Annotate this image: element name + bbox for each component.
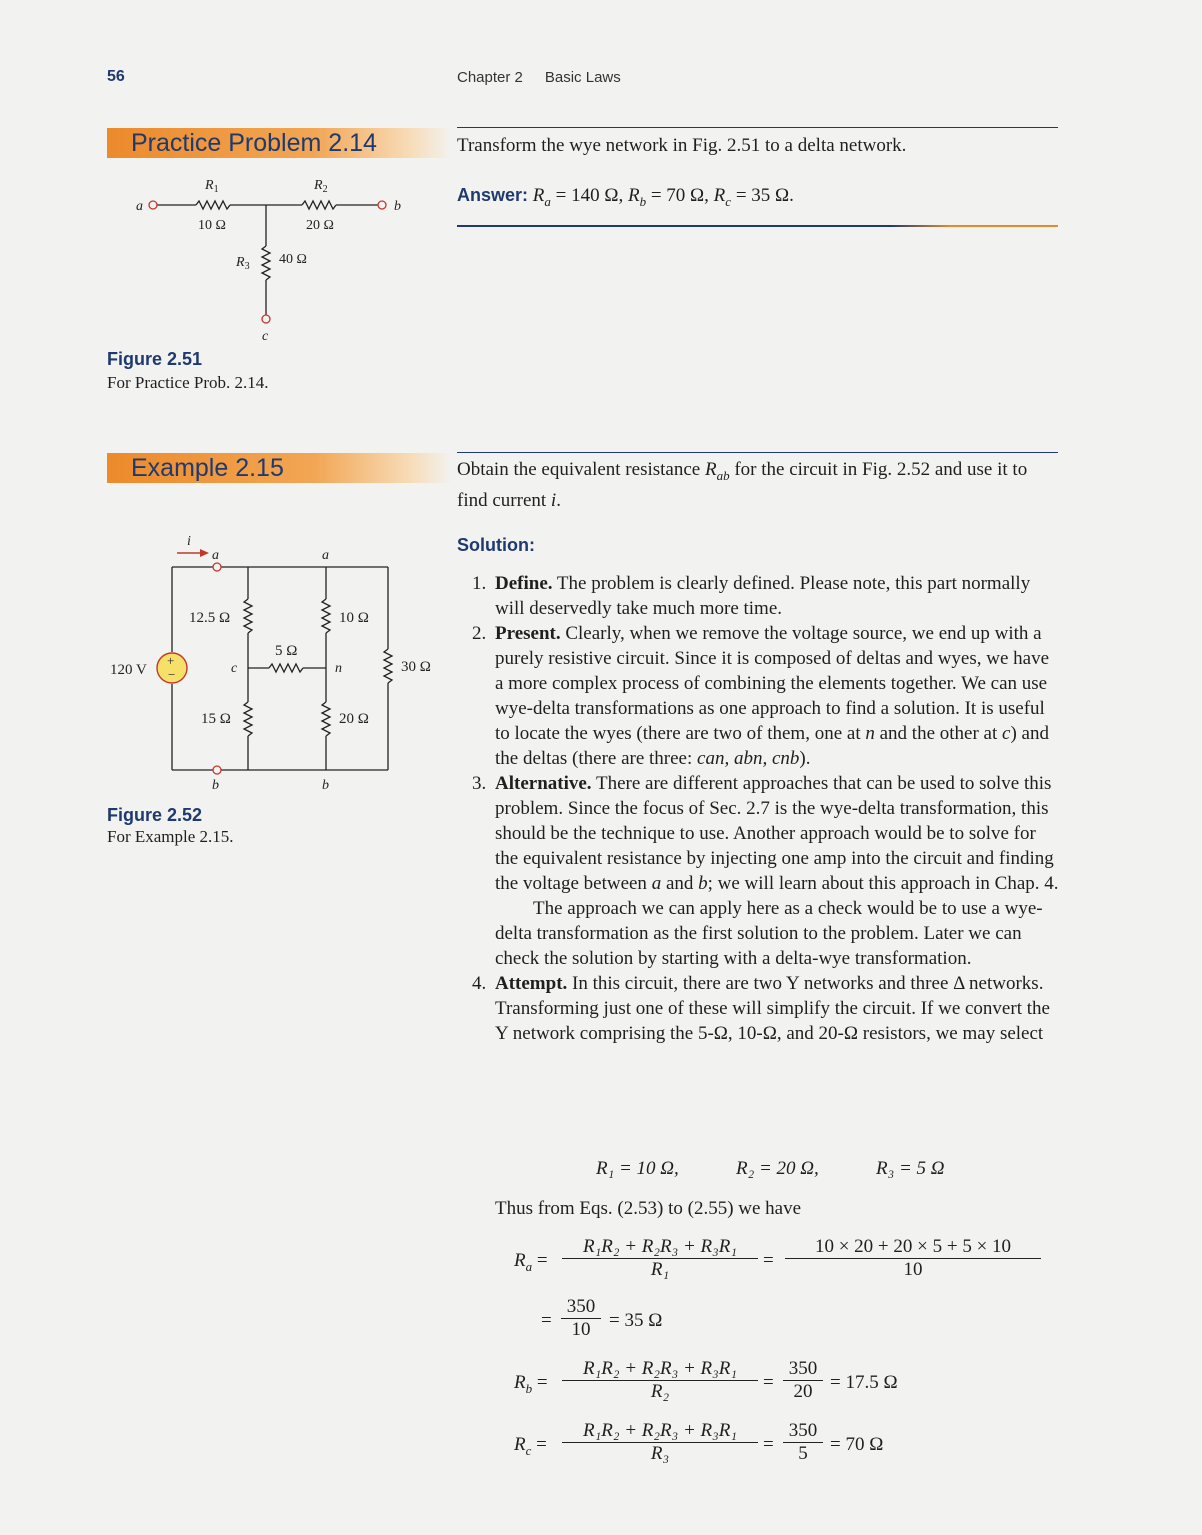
figure-2-52-circuit xyxy=(105,532,450,797)
node-b-right: b xyxy=(322,778,329,793)
step-define: 1. Define. The problem is clearly defined. Please note, this part normally will deservedly take much more time. xyxy=(472,573,1031,619)
current-label: i xyxy=(187,534,191,549)
r30-resistor xyxy=(384,649,392,683)
answer-rb: 70 Ω xyxy=(666,185,705,206)
rc-fraction-symbolic: R₁R₂ + R₂R₃ + R₃R₁ R₃ xyxy=(562,1420,758,1465)
example-statement: Obtain the equivalent resistance $R_{ab}$ for the circuit in Fig. 2.52 and use it to find current i. xyxy=(457,459,1028,511)
ra-fraction-symbolic: R₁R₂ + R₂R₃ + R₃R₁ R₁ xyxy=(562,1236,758,1281)
ra-equals-2: = xyxy=(763,1250,774,1271)
r1-label: $R_1$ xyxy=(205,178,219,195)
ra-fraction-numeric: 10 × 20 + 20 × 5 + 5 × 10 10 xyxy=(785,1236,1041,1281)
node-n: n xyxy=(335,661,342,676)
answer-label: Answer: xyxy=(457,185,529,205)
r10-resistor xyxy=(322,599,330,633)
node-c: c xyxy=(231,661,238,676)
rb-equals-2: = xyxy=(763,1372,774,1393)
example-banner: Example 2.15 xyxy=(107,453,452,483)
top-rule xyxy=(457,127,1058,128)
ra-result: = 35 Ω xyxy=(609,1310,663,1331)
r30-label: 30 Ω xyxy=(401,659,431,675)
node-c: c xyxy=(262,329,269,344)
r5-label: 5 Ω xyxy=(275,643,298,659)
select-r1: R₁ = 10 Ω, xyxy=(596,1158,679,1179)
r2-resistor xyxy=(302,201,336,209)
terminal-c xyxy=(262,315,270,323)
section-label: Basic Laws xyxy=(544,69,621,86)
chapter-label: Chapter 2 xyxy=(457,69,523,86)
alternative-paragraph: The approach we can apply here as a check would be to use a wye-delta transformation as the first solution to the problem. Later we can check the solution by starting with a delta-wye transformation. xyxy=(495,898,1043,969)
figure-2-52-caption: For Example 2.15. xyxy=(107,827,234,846)
terminal-a xyxy=(149,201,157,209)
figure-2-52-title: Figure 2.52 xyxy=(107,805,203,825)
rc-equals-2: = xyxy=(763,1434,774,1455)
rc-result: = 70 Ω xyxy=(830,1434,884,1455)
node-a-left: a xyxy=(212,548,219,563)
practice-banner: Practice Problem 2.14 xyxy=(107,128,452,158)
r1-value: 10 Ω xyxy=(198,218,226,233)
r2-value: 20 Ω xyxy=(306,218,334,233)
rb-result: = 17.5 Ω xyxy=(830,1372,898,1393)
select-r2: R₂ = 20 Ω, xyxy=(736,1158,819,1179)
terminal-b xyxy=(378,201,386,209)
r125-label: 12.5 Ω xyxy=(189,610,231,626)
r3-resistor xyxy=(262,246,270,280)
node-a-right: a xyxy=(322,548,329,563)
r125-resistor xyxy=(244,599,252,633)
thus-text: Thus from Eqs. (2.53) to (2.55) we have xyxy=(495,1198,802,1219)
rc-fraction-numeric: 350 5 xyxy=(783,1420,823,1465)
answer-rc: 35 Ω xyxy=(751,185,790,206)
ra-fraction-350: 350 10 xyxy=(561,1296,601,1341)
example-top-rule xyxy=(457,452,1058,453)
r3-value: 40 Ω xyxy=(279,252,307,267)
figure-2-51-title: Figure 2.51 xyxy=(107,349,203,369)
r15-label: 15 Ω xyxy=(201,711,231,727)
ra-lhs: $R_a$ = xyxy=(514,1250,548,1274)
select-r3: R₃ = 5 Ω xyxy=(876,1158,945,1179)
r20-label: 20 Ω xyxy=(339,711,369,727)
current-arrow-head xyxy=(200,549,209,557)
terminal-b xyxy=(213,766,221,774)
rc-lhs: $R_c$ = xyxy=(514,1434,547,1458)
r5-resistor xyxy=(269,664,303,672)
ra-equals-3: = xyxy=(541,1310,552,1331)
step-attempt: 4. Attempt. In this circuit, there are two Y networks and three Δ networks. Transforming just one of these will simplify the circuit. If we convert the Y network comprising the 5-Ω, 10-Ω, and 20-Ω resistors, we may select xyxy=(472,973,1050,1044)
figure-2-51-circuit xyxy=(120,170,420,350)
node-b: b xyxy=(394,199,401,214)
r1-resistor xyxy=(196,201,230,209)
node-b-left: b xyxy=(212,778,219,793)
running-head xyxy=(457,69,621,86)
r2-label: $R_2$ xyxy=(314,178,328,195)
r10-label: 10 Ω xyxy=(339,610,369,626)
terminal-a xyxy=(213,563,221,571)
node-a: a xyxy=(136,199,143,214)
step-alternative: 3. Alternative. There are different approaches that can be used to solve this problem. Since the focus of Sec. 2.7 is the wye-delta transformation, this should be the technique to use. Another approach would be to solve for the equivalent resistance by injecting one amp into the circuit and finding the voltage between a and b; we will learn about this approach in Chap. 4. xyxy=(472,773,1059,894)
practice-bottom-rule xyxy=(457,225,1058,227)
r3-label: $R_3$ xyxy=(236,255,250,272)
source-label: 120 V xyxy=(110,662,147,678)
practice-answer: Answer: $R_a = 140$ Ω, $R_b = 70$ Ω, $R_c = 35$ Ω. xyxy=(457,185,794,209)
page-number: 56 xyxy=(107,68,125,85)
source-minus: − xyxy=(168,667,176,682)
r15-resistor xyxy=(244,702,252,736)
practice-statement: Transform the wye network in Fig. 2.51 to a delta network. xyxy=(457,135,907,156)
figure-2-51-caption: For Practice Prob. 2.14. xyxy=(107,373,269,392)
step-present: 2. Present. Clearly, when we remove the voltage source, we end up with a purely resistive circuit. Since it is composed of deltas and wyes, we have a more complex process of combining the elements together. We can use wye-delta transformations as one approach to find a solution. It is useful to locate the wyes (there are two of them, one at n and the other at c) and the deltas (there are three: can, abn, cnb). xyxy=(472,623,1050,769)
rb-lhs: $R_b$ = xyxy=(514,1372,548,1396)
r20-resistor xyxy=(322,702,330,736)
source-plus: + xyxy=(167,653,175,668)
answer-ra: 140 Ω xyxy=(571,185,619,206)
rb-fraction-numeric: 350 20 xyxy=(783,1358,823,1403)
solution-steps xyxy=(457,571,1061,1046)
rb-fraction-symbolic: R₁R₂ + R₂R₃ + R₃R₁ R₂ xyxy=(562,1358,758,1403)
solution-label: Solution: xyxy=(457,535,535,555)
